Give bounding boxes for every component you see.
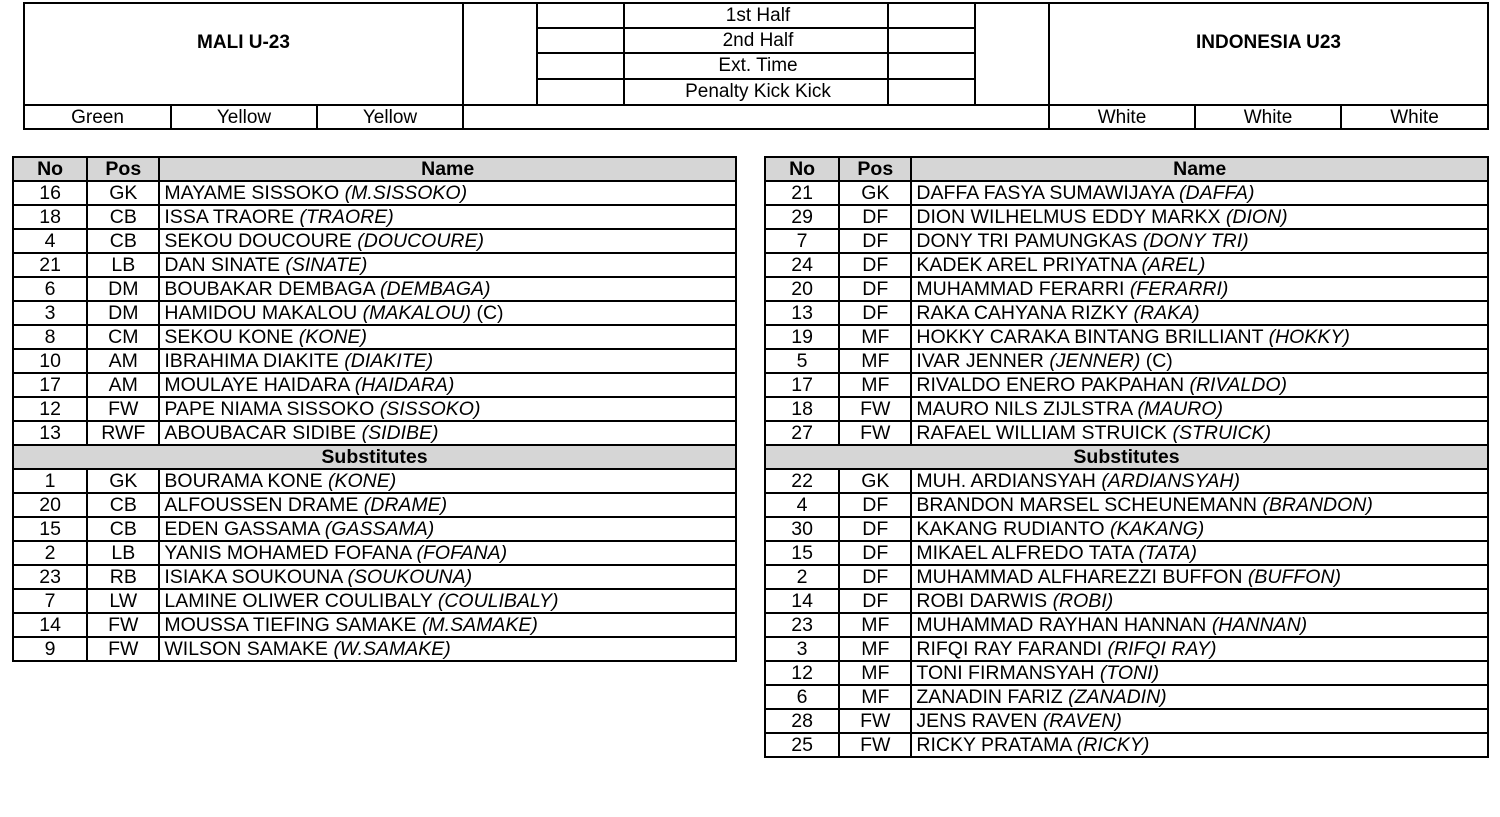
player-name-cell <box>911 349 1488 373</box>
player-short-name: (SIDIBE) <box>361 422 439 444</box>
position: CB <box>87 229 159 253</box>
player-name: LAMINE OLIWER COULIBALY <box>164 590 433 612</box>
substitute-row <box>765 565 1488 589</box>
position: LB <box>87 541 159 565</box>
player-short-name: (BUFFON) <box>1247 566 1342 588</box>
shirt-number: 15 <box>765 541 839 565</box>
shirt-number: 23 <box>13 565 87 589</box>
player-name-cell <box>911 541 1488 565</box>
substitute-row <box>13 637 736 661</box>
shirt-number: 20 <box>765 277 839 301</box>
shirt-number: 8 <box>13 325 87 349</box>
player-name: BOUBAKAR DEMBAGA <box>164 278 375 300</box>
substitute-row <box>13 517 736 541</box>
shirt-number: 20 <box>13 493 87 517</box>
player-name-cell <box>159 493 736 517</box>
player-name: RIFQI RAY FARANDI <box>916 638 1103 660</box>
player-name: KADEK AREL PRIYATNA <box>916 254 1137 276</box>
substitute-row <box>765 493 1488 517</box>
starter-row <box>13 349 736 373</box>
player-short-name: (STRUICK) <box>1172 422 1272 444</box>
player-short-name: (RICKY) <box>1076 734 1150 756</box>
player-name: MAYAME SISSOKO <box>164 182 340 204</box>
starter-row <box>765 397 1488 421</box>
player-name-cell <box>159 469 736 493</box>
player-name: RAKA CAHYANA RIZKY <box>916 302 1129 324</box>
position: DF <box>839 277 911 301</box>
player-short-name: (TRAORE) <box>299 206 394 228</box>
player-name-cell <box>159 637 736 661</box>
player-short-name: (HOKKY) <box>1268 326 1350 348</box>
substitute-row <box>765 541 1488 565</box>
player-name: SEKOU KONE <box>164 326 294 348</box>
player-name: WILSON SAMAKE <box>164 638 329 660</box>
position: GK <box>839 181 911 205</box>
substitute-row <box>765 661 1488 685</box>
substitute-row <box>765 637 1488 661</box>
player-name-cell <box>159 253 736 277</box>
player-short-name: (RIFQI RAY) <box>1107 638 1217 660</box>
shirt-number: 19 <box>765 325 839 349</box>
player-name-cell <box>159 325 736 349</box>
shirt-number: 24 <box>765 253 839 277</box>
home-kit-colour-3: Yellow <box>362 107 418 128</box>
position: CB <box>87 493 159 517</box>
player-short-name: (MAURO) <box>1137 398 1224 420</box>
shirt-number: 10 <box>13 349 87 373</box>
starter-row <box>765 421 1488 445</box>
position: DF <box>839 229 911 253</box>
player-name-cell <box>911 421 1488 445</box>
position: DF <box>839 253 911 277</box>
substitute-row <box>13 541 736 565</box>
period-extra-time: Ext. Time <box>718 55 798 76</box>
position: FW <box>839 733 911 757</box>
player-name: IBRAHIMA DIAKITE <box>164 350 339 372</box>
starter-row <box>765 229 1488 253</box>
column-header-name: Name <box>911 157 1488 181</box>
shirt-number: 21 <box>13 253 87 277</box>
column-header-pos: Pos <box>87 157 159 181</box>
starter-row <box>765 373 1488 397</box>
away-team-name: INDONESIA U23 <box>1196 32 1341 53</box>
starter-row <box>765 205 1488 229</box>
player-name-cell <box>911 205 1488 229</box>
shirt-number: 28 <box>765 709 839 733</box>
player-name: MOUSSA TIEFING SAMAKE <box>164 614 417 636</box>
shirt-number: 17 <box>13 373 87 397</box>
player-short-name: (KONE) <box>328 470 397 492</box>
away-kit-colour-1: White <box>1097 107 1147 128</box>
player-name: HOKKY CARAKA BINTANG BRILLIANT <box>916 326 1264 348</box>
player-name-cell <box>911 373 1488 397</box>
position: FW <box>87 397 159 421</box>
player-short-name: (BRANDON) <box>1262 494 1373 516</box>
starter-row <box>765 349 1488 373</box>
position: RB <box>87 565 159 589</box>
player-short-name: (HANNAN) <box>1211 614 1308 636</box>
position: FW <box>87 613 159 637</box>
starter-row <box>13 397 736 421</box>
player-name: MUHAMMAD RAYHAN HANNAN <box>916 614 1207 636</box>
shirt-number: 14 <box>765 589 839 613</box>
player-name-cell <box>159 397 736 421</box>
player-name: BOURAMA KONE <box>164 470 323 492</box>
shirt-number: 18 <box>765 397 839 421</box>
player-name: DONY TRI PAMUNGKAS <box>916 230 1138 252</box>
player-name: ROBI DARWIS <box>916 590 1048 612</box>
starter-row <box>13 205 736 229</box>
player-name-cell <box>159 181 736 205</box>
player-short-name: (DION) <box>1225 206 1288 228</box>
player-name-cell <box>159 373 736 397</box>
position: MF <box>839 325 911 349</box>
shirt-number: 22 <box>765 469 839 493</box>
player-name: MUHAMMAD ALFHAREZZI BUFFON <box>916 566 1243 588</box>
table-header-row <box>13 157 736 181</box>
player-name-cell <box>159 277 736 301</box>
player-short-name: (ARDIANSYAH) <box>1101 470 1241 492</box>
match-header <box>23 2 1489 130</box>
substitutes-label: Substitutes <box>13 445 736 469</box>
player-name-cell <box>159 589 736 613</box>
starter-row <box>13 325 736 349</box>
player-name-cell <box>911 685 1488 709</box>
starter-row <box>765 277 1488 301</box>
shirt-number: 16 <box>13 181 87 205</box>
player-name-cell <box>159 421 736 445</box>
starter-row <box>765 301 1488 325</box>
player-name-cell <box>159 613 736 637</box>
shirt-number: 12 <box>765 661 839 685</box>
shirt-number: 21 <box>765 181 839 205</box>
player-name-cell <box>911 253 1488 277</box>
position: DF <box>839 541 911 565</box>
player-name: HAMIDOU MAKALOU <box>164 302 358 324</box>
position: CB <box>87 517 159 541</box>
shirt-number: 1 <box>13 469 87 493</box>
shirt-number: 12 <box>13 397 87 421</box>
position: DF <box>839 517 911 541</box>
player-name: JENS RAVEN <box>916 710 1038 732</box>
position: FW <box>87 637 159 661</box>
away-kit-colour-3: White <box>1390 107 1439 128</box>
player-short-name: (M.SAMAKE) <box>421 614 538 636</box>
shirt-number: 6 <box>13 277 87 301</box>
player-name-cell <box>911 301 1488 325</box>
position: DF <box>839 565 911 589</box>
player-name: ABOUBACAR SIDIBE <box>164 422 357 444</box>
substitute-row <box>765 685 1488 709</box>
position: MF <box>839 613 911 637</box>
period-penalty: Penalty Kick Kick <box>685 81 831 102</box>
player-name-cell <box>159 565 736 589</box>
player-name-cell <box>911 229 1488 253</box>
substitute-row <box>765 733 1488 757</box>
player-short-name: (ZANADIN) <box>1068 686 1167 708</box>
shirt-number: 13 <box>13 421 87 445</box>
shirt-number: 29 <box>765 205 839 229</box>
table-header-row <box>765 157 1488 181</box>
shirt-number: 3 <box>765 637 839 661</box>
position: FW <box>839 709 911 733</box>
player-name: MOULAYE HAIDARA <box>164 374 350 396</box>
substitute-row <box>765 589 1488 613</box>
player-short-name: (DAFFA) <box>1179 182 1255 204</box>
column-header-pos: Pos <box>839 157 911 181</box>
shirt-number: 17 <box>765 373 839 397</box>
player-name-cell <box>911 493 1488 517</box>
shirt-number: 4 <box>13 229 87 253</box>
shirt-number: 14 <box>13 613 87 637</box>
home-kit-colour-1: Green <box>71 107 124 128</box>
player-short-name: (COULIBALY) <box>437 590 559 612</box>
position: DM <box>87 277 159 301</box>
player-name: ISSA TRAORE <box>164 206 295 228</box>
substitute-row <box>765 469 1488 493</box>
position: GK <box>839 469 911 493</box>
captain-mark: (C) <box>1145 350 1173 372</box>
position: LB <box>87 253 159 277</box>
player-short-name: (SISSOKO) <box>379 398 481 420</box>
position: MF <box>839 637 911 661</box>
starter-row <box>13 277 736 301</box>
player-short-name: (DONY TRI) <box>1142 230 1249 252</box>
player-short-name: (TONI) <box>1099 662 1160 684</box>
substitute-row <box>13 589 736 613</box>
position: MF <box>839 349 911 373</box>
player-short-name: (TATA) <box>1138 542 1198 564</box>
player-name: IVAR JENNER <box>916 350 1044 372</box>
shirt-number: 7 <box>765 229 839 253</box>
player-name-cell <box>911 517 1488 541</box>
player-name: RICKY PRATAMA <box>916 734 1072 756</box>
column-header-no: No <box>13 157 87 181</box>
substitute-row <box>13 493 736 517</box>
position: DF <box>839 589 911 613</box>
player-name: YANIS MOHAMED FOFANA <box>164 542 412 564</box>
substitute-row <box>765 517 1488 541</box>
away-kit-colour-2: White <box>1243 107 1293 128</box>
starter-row <box>765 253 1488 277</box>
shirt-number: 2 <box>765 565 839 589</box>
substitute-row <box>765 613 1488 637</box>
position: DF <box>839 205 911 229</box>
player-short-name: (DIAKITE) <box>344 350 434 372</box>
starter-row <box>13 421 736 445</box>
player-name: DAFFA FASYA SUMAWIJAYA <box>916 182 1174 204</box>
player-short-name: (KONE) <box>298 326 368 348</box>
position: FW <box>839 397 911 421</box>
player-name: SEKOU DOUCOURE <box>164 230 352 252</box>
column-header-name: Name <box>159 157 736 181</box>
player-name: ISIAKA SOUKOUNA <box>164 566 343 588</box>
player-name: TONI FIRMANSYAH <box>916 662 1095 684</box>
player-short-name: (GASSAMA) <box>324 518 435 540</box>
player-name: MUHAMMAD FERARRI <box>916 278 1125 300</box>
position: MF <box>839 373 911 397</box>
player-short-name: (MAKALOU) <box>362 302 472 324</box>
starter-row <box>765 325 1488 349</box>
position: GK <box>87 181 159 205</box>
shirt-number: 6 <box>765 685 839 709</box>
player-short-name: (W.SAMAKE) <box>333 638 451 660</box>
player-name: BRANDON MARSEL SCHEUNEMANN <box>916 494 1257 516</box>
player-name: RIVALDO ENERO PAKPAHAN <box>916 374 1185 396</box>
player-short-name: (DRAME) <box>363 494 448 516</box>
shirt-number: 18 <box>13 205 87 229</box>
player-short-name: (FOFANA) <box>416 542 508 564</box>
player-name-cell <box>911 637 1488 661</box>
substitute-row <box>13 565 736 589</box>
player-name: ALFOUSSEN DRAME <box>164 494 359 516</box>
player-name-cell <box>911 397 1488 421</box>
player-name: RAFAEL WILLIAM STRUICK <box>916 422 1168 444</box>
player-name-cell <box>911 709 1488 733</box>
home-team-name: MALI U-23 <box>197 32 290 53</box>
captain-mark: (C) <box>476 302 504 324</box>
player-name: DAN SINATE <box>164 254 280 276</box>
substitute-row <box>13 469 736 493</box>
player-name-cell <box>911 613 1488 637</box>
player-name-cell <box>911 277 1488 301</box>
shirt-number: 9 <box>13 637 87 661</box>
shirt-number: 27 <box>765 421 839 445</box>
player-short-name: (HAIDARA) <box>354 374 455 396</box>
player-short-name: (JENNER) <box>1049 350 1141 372</box>
player-name-cell <box>159 229 736 253</box>
shirt-number: 2 <box>13 541 87 565</box>
shirt-number: 15 <box>13 517 87 541</box>
player-name: EDEN GASSAMA <box>164 518 320 540</box>
player-short-name: (FERARRI) <box>1129 278 1229 300</box>
position: RWF <box>87 421 159 445</box>
substitutes-header-row <box>765 445 1488 469</box>
player-name: ZANADIN FARIZ <box>916 686 1063 708</box>
player-short-name: (DOUCOURE) <box>357 230 485 252</box>
period-1st-half: 1st Half <box>725 5 791 26</box>
starter-row <box>13 229 736 253</box>
position: AM <box>87 349 159 373</box>
position: CB <box>87 205 159 229</box>
player-name-cell <box>911 181 1488 205</box>
shirt-number: 4 <box>765 493 839 517</box>
player-name-cell <box>911 469 1488 493</box>
shirt-number: 23 <box>765 613 839 637</box>
column-header-no: No <box>765 157 839 181</box>
starter-row <box>13 301 736 325</box>
player-name-cell <box>911 325 1488 349</box>
player-name-cell <box>911 589 1488 613</box>
shirt-number: 25 <box>765 733 839 757</box>
player-name: PAPE NIAMA SISSOKO <box>164 398 375 420</box>
period-2nd-half: 2nd Half <box>722 30 794 51</box>
player-name: DION WILHELMUS EDDY MARKX <box>916 206 1221 228</box>
home-lineup-table <box>12 156 737 662</box>
player-name-cell <box>159 541 736 565</box>
player-short-name: (SINATE) <box>285 254 368 276</box>
player-name-cell <box>911 565 1488 589</box>
player-short-name: (SOUKOUNA) <box>347 566 473 588</box>
position: MF <box>839 661 911 685</box>
starter-row <box>13 373 736 397</box>
player-short-name: (RAKA) <box>1133 302 1200 324</box>
substitute-row <box>765 709 1488 733</box>
substitutes-header-row <box>13 445 736 469</box>
player-short-name: (M.SISSOKO) <box>344 182 468 204</box>
shirt-number: 13 <box>765 301 839 325</box>
position: GK <box>87 469 159 493</box>
player-short-name: (AREL) <box>1141 254 1206 276</box>
position: DF <box>839 301 911 325</box>
player-name-cell <box>159 205 736 229</box>
player-short-name: (RIVALDO) <box>1189 374 1287 396</box>
shirt-number: 3 <box>13 301 87 325</box>
away-lineup-table <box>764 156 1489 758</box>
starter-row <box>13 181 736 205</box>
substitute-row <box>13 613 736 637</box>
position: FW <box>839 421 911 445</box>
player-name-cell <box>911 661 1488 685</box>
position: CM <box>87 325 159 349</box>
position: DF <box>839 493 911 517</box>
player-name-cell <box>159 349 736 373</box>
player-short-name: (DEMBAGA) <box>380 278 491 300</box>
starter-row <box>13 253 736 277</box>
shirt-number: 30 <box>765 517 839 541</box>
position: AM <box>87 373 159 397</box>
player-short-name: (RAVEN) <box>1042 710 1122 732</box>
shirt-number: 7 <box>13 589 87 613</box>
shirt-number: 5 <box>765 349 839 373</box>
player-name: MIKAEL ALFREDO TATA <box>916 542 1134 564</box>
player-name: MUH. ARDIANSYAH <box>916 470 1096 492</box>
player-name: MAURO NILS ZIJLSTRA <box>916 398 1133 420</box>
position: LW <box>87 589 159 613</box>
position: DM <box>87 301 159 325</box>
player-short-name: (ROBI) <box>1052 590 1114 612</box>
position: MF <box>839 685 911 709</box>
player-short-name: (KAKANG) <box>1110 518 1205 540</box>
player-name-cell <box>911 733 1488 757</box>
player-name: KAKANG RUDIANTO <box>916 518 1105 540</box>
home-kit-colour-2: Yellow <box>216 107 272 128</box>
player-name-cell <box>159 517 736 541</box>
substitutes-label: Substitutes <box>765 445 1488 469</box>
player-name-cell <box>159 301 736 325</box>
starter-row <box>765 181 1488 205</box>
